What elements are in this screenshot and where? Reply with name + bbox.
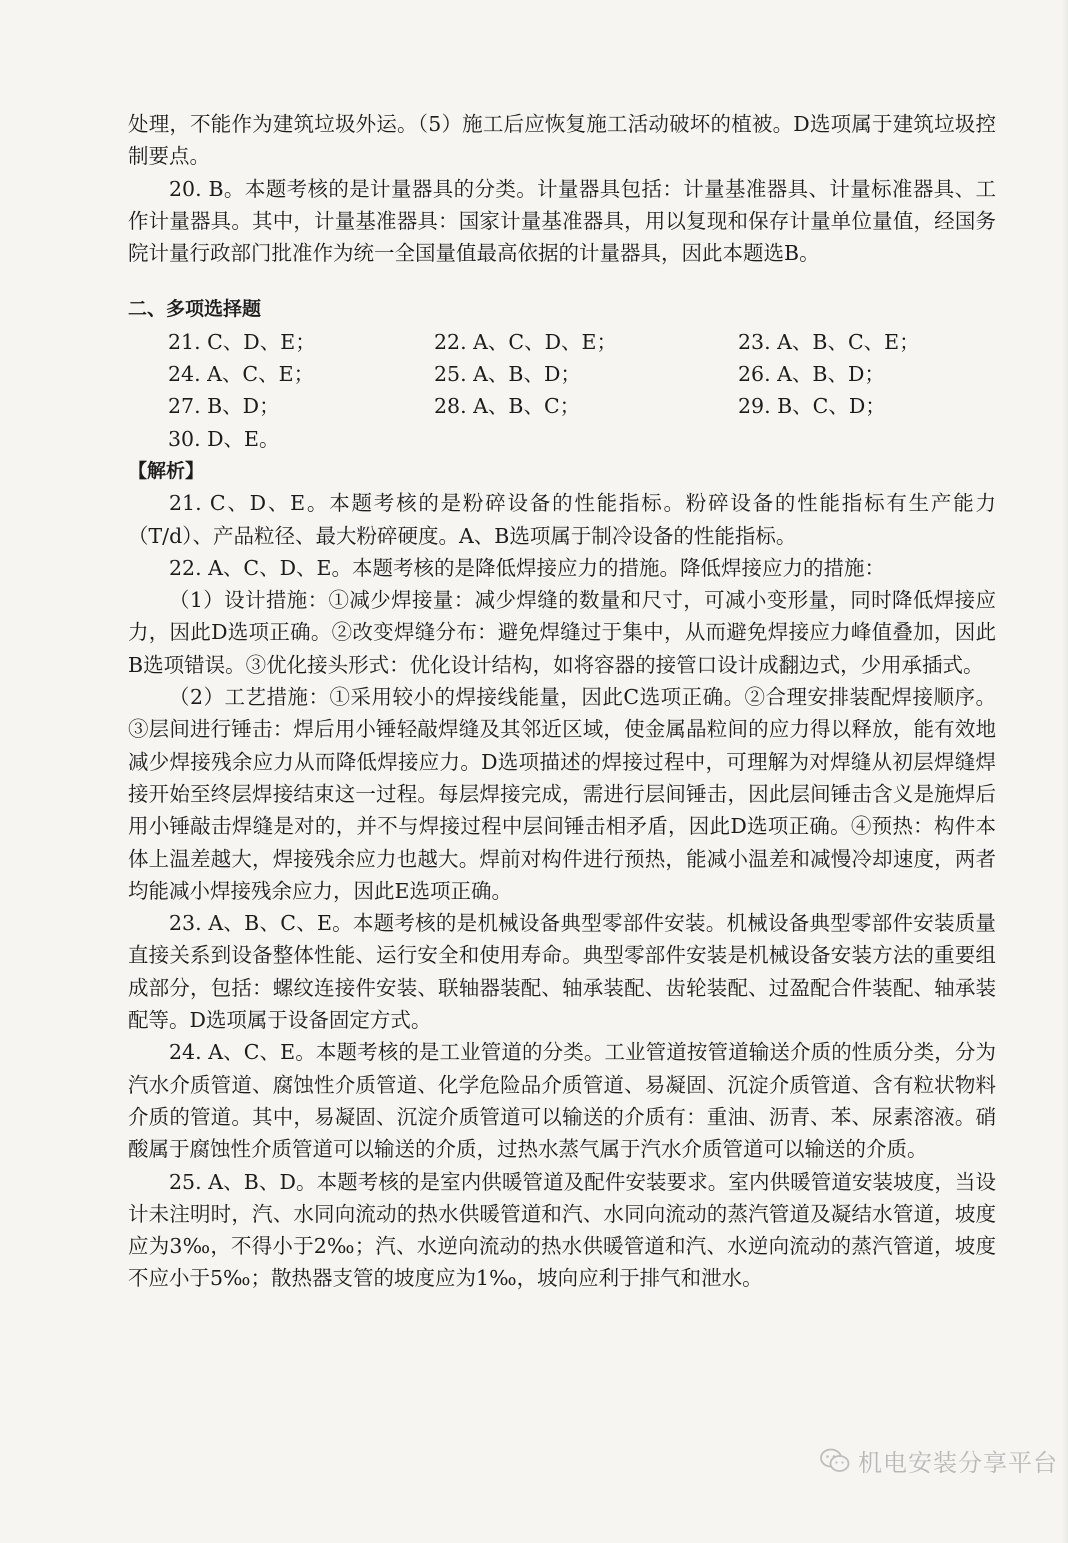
answer-23: 23. A、B、C、E； [738, 329, 920, 354]
analysis-23: 23. A、B、C、E。本题考核的是机械设备典型零部件安装。机械设备典型零部件安装质量直接关系到设备整体性能、运行安全和使用寿命。典型零部件安装是机械设备安装方法的重要组成部分，包括：螺纹连接件安装、联轴器装配、轴承装配、齿轮装配、过盈配合件装配、轴承装配等。D选项属于设备固定方式。 [128, 911, 996, 1033]
answer-24: 24. A、C、E； [168, 362, 315, 387]
answer-30: 30. D、E。 [168, 426, 280, 451]
answer-key-grid [128, 326, 996, 455]
wechat-icon [820, 1448, 850, 1474]
section-title-multiple-choice: 二、多项选择题 [128, 298, 262, 321]
analysis-22-design-measures: （1）设计措施：①减少焊接量：减少焊缝的数量和尺寸，可减小变形量，同时降低焊接应力，因此D选项正确。②改变焊缝分布：避免焊缝过于集中，从而避免焊接应力峰值叠加，因此B选项错误。③优化接头形式：优化设计结构，如将容器的接管口设计成翻边式，少用承插式。 [128, 588, 996, 677]
scan-edge-shadow [1062, 0, 1068, 1543]
answer-25: 25. A、B、D； [434, 362, 581, 387]
analysis-title: 【解析】 [128, 459, 205, 482]
answer-28: 28. A、B、C； [434, 394, 581, 419]
answer-29: 29. B、C、D； [738, 394, 886, 419]
answer-20-explanation: 20. B。本题考核的是计量器具的分类。计量器具包括：计量基准器具、计量标准器具、工作计量器具。其中，计量基准器具：国家计量基准器具，用以复现和保存计量单位量值，经国务院计量行政部门批准作为统一全国量值最高依据的计量器具，因此本题选B。 [128, 176, 996, 266]
answer-21: 21. C、D、E； [168, 329, 316, 354]
analysis-24: 24. A、C、E。本题考核的是工业管道的分类。工业管道按管道输送介质的性质分类，分为汽水介质管道、腐蚀性介质管道、化学危险品介质管道、易凝固、沉淀介质管道、含有粒状物料介质的管道。其中，易凝固、沉淀介质管道可以输送的介质有：重油、沥青、苯、尿素溶液。硝酸属于腐蚀性介质管道可以输送的介质，过热水蒸气属于汽水介质管道可以输送的介质。 [128, 1040, 996, 1162]
analysis-22-process-measures: （2）工艺措施：①采用较小的焊接线能量，因此C选项正确。②合理安排装配焊接顺序。③层间进行锤击：焊后用小锤轻敲焊缝及其邻近区域，使金属晶粒间的应力得以释放，能有效地减少焊接残余应力从而降低焊接应力。D选项描述的焊接过程中，可理解为对焊缝从初层焊缝焊接开始至终层焊接结束这一过程。每层焊接完成，需进行层间锤击，因此层间锤击含义是施焊后用小锤敲击焊缝是对的，并不与焊接过程中层间锤击相矛盾，因此D选项正确。④预热：构件本体上温差越大，焊接残余应力也越大。焊前对构件进行预热，能减小温差和减慢冷却速度，两者均能减小焊接残余应力，因此E选项正确。 [128, 685, 996, 903]
watermark [820, 1443, 1058, 1478]
analysis-21: 21. C、D、E。本题考核的是粉碎设备的性能指标。粉碎设备的性能指标有生产能力（T/d）、产品粒径、最大粉碎硬度。A、B选项属于制冷设备的性能指标。 [128, 491, 996, 548]
analysis-25: 25. A、B、D。本题考核的是室内供暖管道及配件安装要求。室内供暖管道安装坡度，当设计未注明时，汽、水同向流动的热水供暖管道和汽、水同向流动的蒸汽管道及凝结水管道，坡度应为3‰，不得小于2‰；汽、水逆向流动的热水供暖管道和汽、水逆向流动的蒸汽管道，坡度不应小于5‰；散热器支管的坡度应为1‰，坡向应利于排气和泄水。 [128, 1169, 996, 1291]
paragraph-continued: 处理，不能作为建筑垃圾外运。（5）施工后应恢复施工活动破坏的植被。D选项属于建筑垃圾控制要点。 [128, 112, 996, 169]
analysis-22: 22. A、C、D、E。本题考核的是降低焊接应力的措施。降低焊接应力的措施： [169, 555, 886, 580]
watermark-text: 机电安装分享平台 [858, 1449, 1058, 1477]
document-page [128, 108, 996, 1295]
answer-27: 27. B、D； [168, 394, 280, 419]
answer-26: 26. A、B、D； [738, 362, 885, 387]
answer-22: 22. A、C、D、E； [434, 329, 618, 354]
